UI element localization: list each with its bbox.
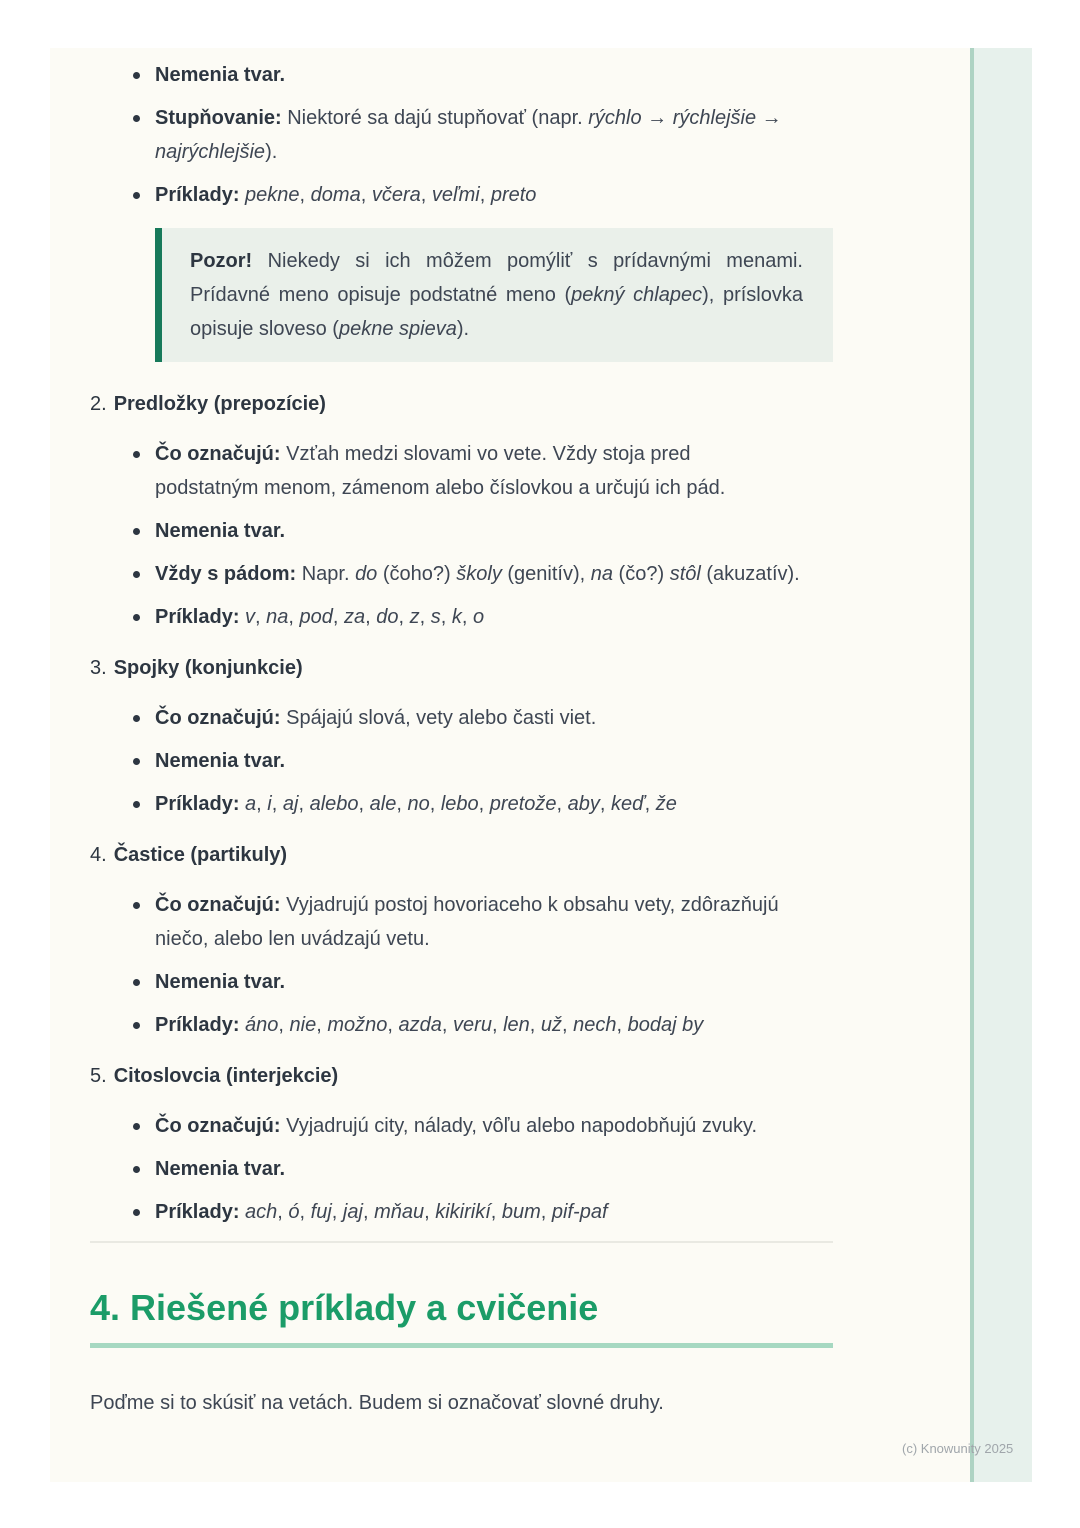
adverb-properties-list — [90, 58, 833, 212]
section-castice — [90, 838, 833, 1042]
list-item: Čo označujú: Spájajú slová, vety alebo časti viet. — [155, 701, 833, 735]
section-title: Citoslovcia (interjekcie) — [113, 1065, 339, 1087]
section-number: 3. — [90, 657, 107, 679]
exercise-intro-text: Poďme si to skúsiť na vetách. Budem si označovať slovné druhy. — [90, 1392, 664, 1414]
right-accent-stripe — [970, 48, 1032, 1482]
list-item: Čo označujú: Vyjadrujú city, nálady, vôľu alebo napodobňujú zvuky. — [155, 1109, 833, 1143]
list-item: Príklady: ach, ó, fuj, jaj, mňau, kikirikí, bum, pif-paf — [155, 1195, 833, 1229]
list-item: Príklady: a, i, aj, alebo, ale, no, lebo, pretože, aby, keď, že — [155, 787, 833, 821]
list-item: Nemenia tvar. — [155, 58, 833, 92]
section-heading — [90, 651, 833, 685]
section-bullet-list — [90, 1109, 833, 1229]
section-number: 2. — [90, 393, 107, 415]
warning-callout-text: Pozor! Niekedy si ich môžem pomýliť s prídavnými menami. Prídavné meno opisuje podstatné meno (pekný chlapec), príslovka opisuje sloveso (pekne spieva). — [190, 250, 803, 340]
section-title: Častice (partikuly) — [113, 844, 288, 866]
section-number: 4. — [90, 844, 107, 866]
section-bullet-list — [90, 888, 833, 1042]
section-heading — [90, 1059, 833, 1093]
document-page-card — [50, 48, 1032, 1482]
page-content — [90, 48, 833, 1420]
list-item: Nemenia tvar. — [155, 514, 833, 548]
list-item: Príklady: áno, nie, možno, azda, veru, len, už, nech, bodaj by — [155, 1008, 833, 1042]
list-item: Nemenia tvar. — [155, 744, 833, 778]
section-title: Spojky (konjunkcie) — [113, 657, 303, 679]
section-predlozky — [90, 387, 833, 634]
section-number: 5. — [90, 1065, 107, 1087]
section-spojky — [90, 651, 833, 821]
exercise-heading: 4. Riešené príklady a cvičenie — [90, 1287, 599, 1328]
list-item: Čo označujú: Vyjadrujú postoj hovoriaceho k obsahu vety, zdôrazňujú niečo, alebo len uvádzajú vetu. — [155, 888, 833, 956]
list-item: Nemenia tvar. — [155, 1152, 833, 1186]
list-item: Nemenia tvar. — [155, 965, 833, 999]
exercise-heading-underline — [90, 1343, 833, 1348]
list-item: Príklady: pekne, doma, včera, veľmi, preto — [155, 178, 833, 212]
section-title: Predložky (prepozície) — [113, 393, 326, 415]
copyright-footer: (c) Knowunity 2025 — [902, 1441, 1014, 1456]
section-heading — [90, 838, 833, 872]
section-bullet-list — [90, 701, 833, 821]
list-item: Vždy s pádom: Napr. do (čoho?) školy (genitív), na (čo?) stôl (akuzatív). — [155, 557, 833, 591]
list-item: Stupňovanie: Niektoré sa dajú stupňovať (napr. rýchlo → rýchlejšie → najrýchlejšie). — [155, 101, 833, 169]
list-item: Čo označujú: Vzťah medzi slovami vo vete. Vždy stoja pred podstatným menom, zámenom alebo číslovkou a určujú ich pád. — [155, 437, 833, 505]
section-heading — [90, 387, 833, 421]
section-bullet-list — [90, 437, 833, 634]
section-citoslovcia — [90, 1059, 833, 1229]
list-item: Príklady: v, na, pod, za, do, z, s, k, o — [155, 600, 833, 634]
warning-callout — [155, 228, 833, 362]
section-divider — [90, 1241, 833, 1243]
